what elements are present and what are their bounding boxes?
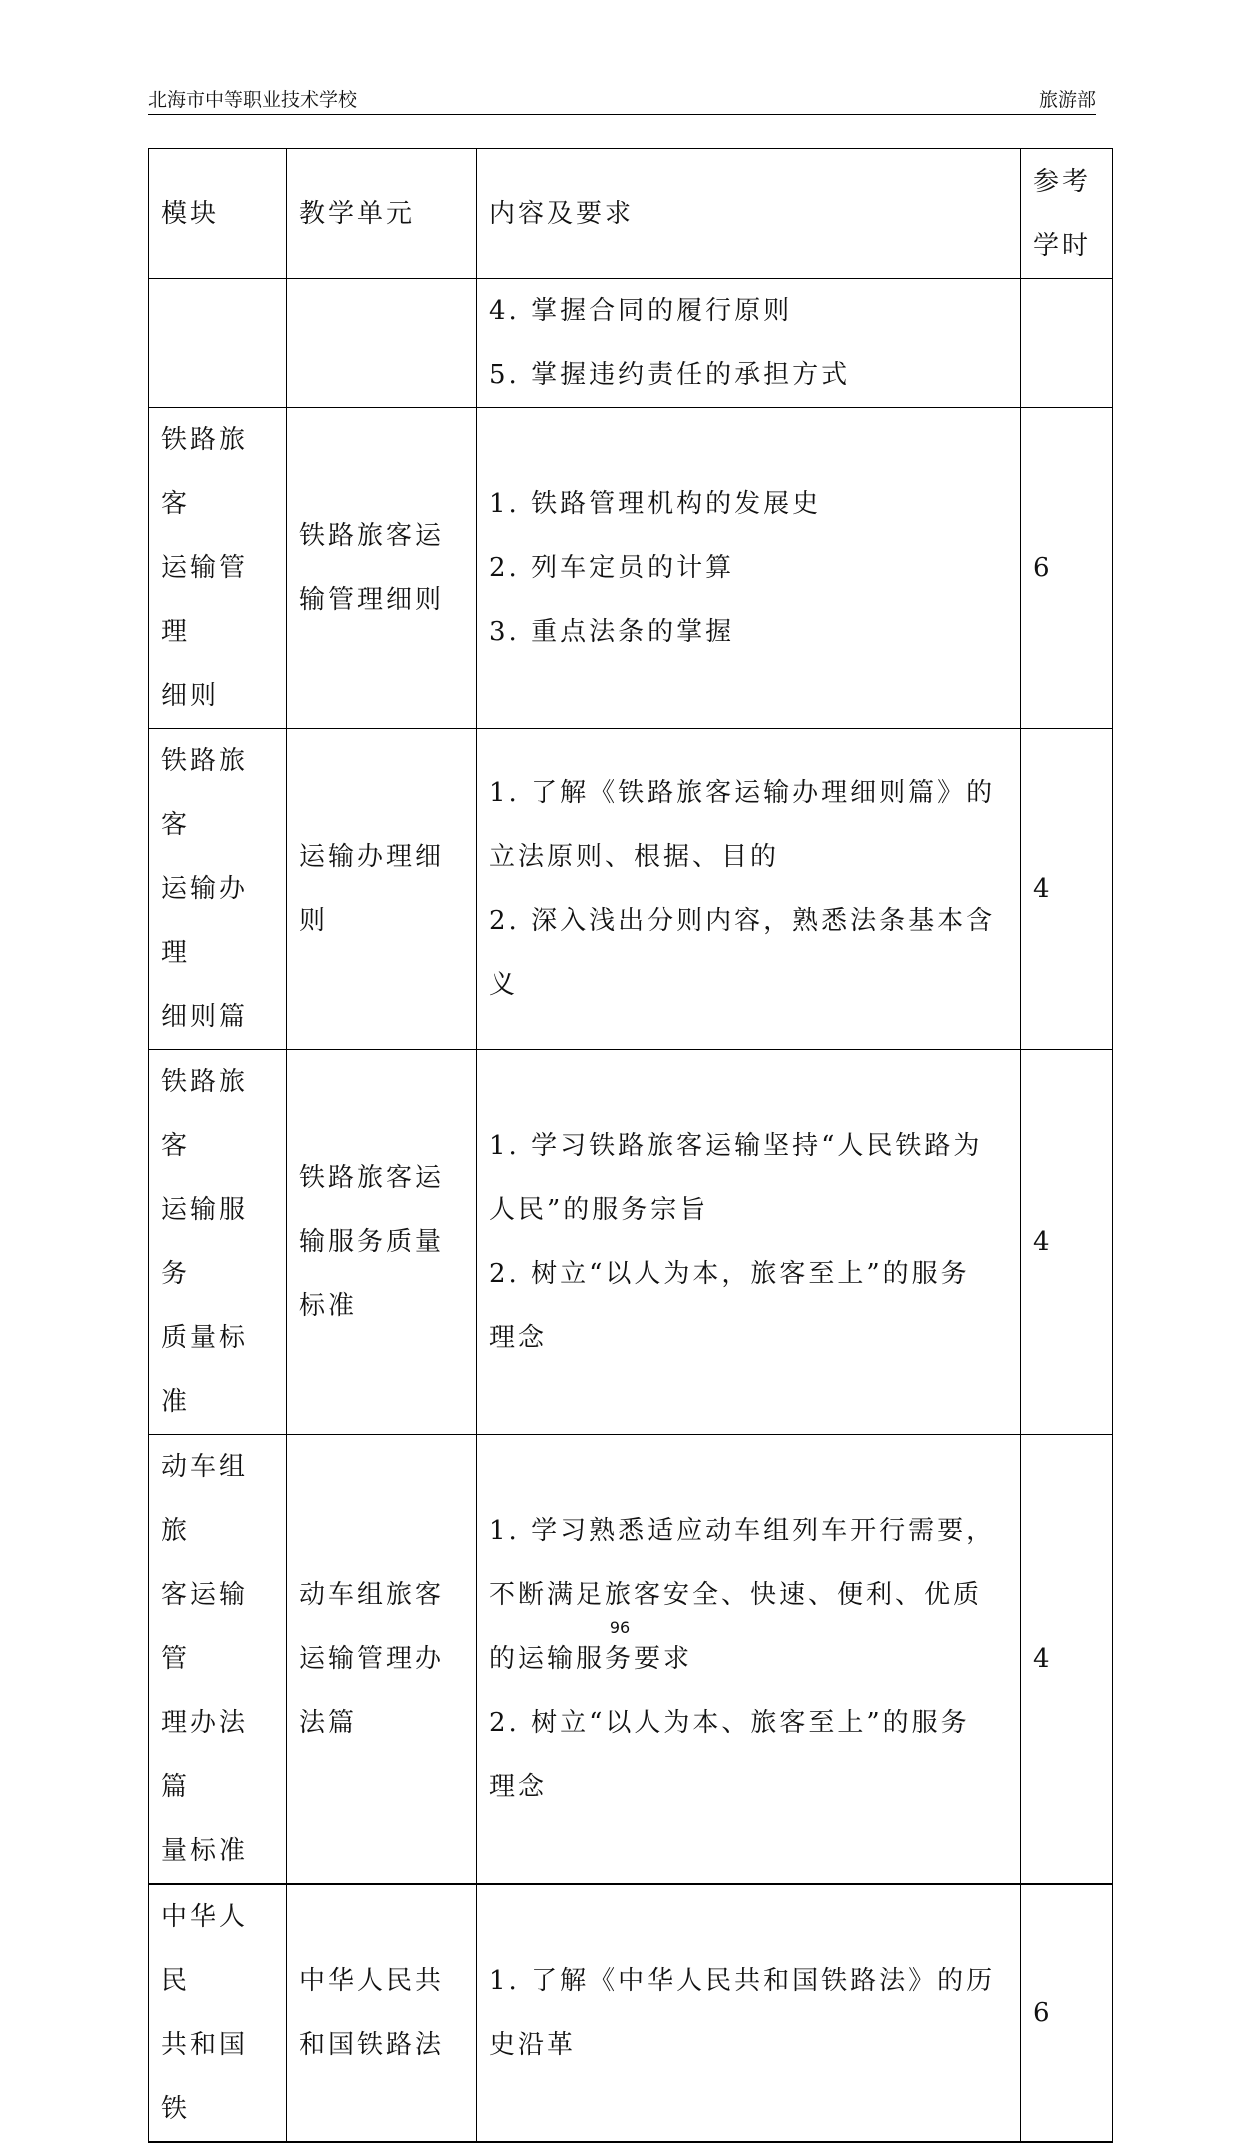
content-line: 4. 掌握合同的履行原则 [489, 296, 793, 326]
content-line: 5. 掌握违约责任的承担方式 [489, 360, 851, 390]
table-row [149, 279, 1113, 408]
unit-line: 则 [299, 906, 329, 936]
module-line: 铁路旅客 [161, 1067, 249, 1161]
content-line: 2. 列车定员的计算 [489, 553, 735, 583]
unit-line: 铁路旅客运 [299, 1163, 445, 1193]
module-cell [149, 1884, 287, 2142]
unit-cell [287, 408, 477, 729]
hours-cell: 6 [1021, 408, 1113, 729]
table-row [149, 729, 1113, 1050]
module-cell [149, 729, 287, 1050]
content-line: 1. 了解《中华人民共和国铁路法》的历 [489, 1966, 996, 1996]
unit-line: 中华人民共 [299, 1966, 445, 1996]
module-line: 理办法篇 [161, 1708, 249, 1802]
module-line: 量标准 [161, 1836, 249, 1866]
content-line: 理念 [489, 1323, 548, 1353]
content-line: 1. 了解《铁路旅客运输办理细则篇》的 [489, 778, 996, 808]
module-cell [149, 279, 287, 408]
content-cell [477, 408, 1021, 729]
module-line: 运输服务 [161, 1195, 249, 1289]
hours-cell [1021, 279, 1113, 408]
module-line: 客运输管 [161, 1580, 249, 1674]
module-line: 中华人民 [161, 1902, 249, 1996]
header-unit: 教学单元 [287, 149, 477, 279]
unit-cell [287, 729, 477, 1050]
content-line: 人民”的服务宗旨 [489, 1195, 709, 1225]
content-line: 1. 铁路管理机构的发展史 [489, 489, 822, 519]
header-hours-line1: 参考 [1033, 166, 1092, 197]
unit-cell [287, 1435, 477, 1885]
module-line: 铁路旅客 [161, 746, 249, 840]
page-header [148, 86, 1096, 115]
header-hours-line2: 学时 [1033, 230, 1092, 261]
content-line: 史沿革 [489, 2030, 577, 2060]
unit-cell [287, 279, 477, 408]
content-line: 1. 学习熟悉适应动车组列车开行需要， [489, 1516, 996, 1546]
unit-line: 标准 [299, 1291, 358, 1321]
header-content: 内容及要求 [477, 149, 1021, 279]
module-line: 动车组旅 [161, 1452, 249, 1546]
content-line: 1. 学习铁路旅客运输坚持“人民铁路为 [489, 1131, 983, 1161]
table-row [149, 1435, 1113, 1885]
content-line: 不断满足旅客安全、快速、便利、优质 [489, 1580, 983, 1610]
school-name: 北海市中等职业技术学校 [148, 89, 358, 111]
header-hours [1021, 149, 1113, 279]
content-cell [477, 1050, 1021, 1435]
module-cell [149, 1050, 287, 1435]
content-line: 的运输服务要求 [489, 1644, 693, 1674]
unit-line: 输服务质量 [299, 1227, 445, 1257]
unit-line: 运输管理办 [299, 1644, 445, 1674]
hours-cell: 6 [1021, 1884, 1113, 2142]
module-line: 共和国铁 [161, 2030, 249, 2124]
hours-cell: 4 [1021, 729, 1113, 1050]
table-row [149, 1050, 1113, 1435]
curriculum-table [148, 148, 1113, 2143]
header-module: 模块 [149, 149, 287, 279]
module-line: 运输管理 [161, 553, 249, 647]
module-cell [149, 408, 287, 729]
unit-cell [287, 1884, 477, 2142]
hours-cell: 4 [1021, 1435, 1113, 1885]
content-cell [477, 279, 1021, 408]
content-line: 义 [489, 970, 519, 1000]
module-line: 细则 [161, 681, 220, 711]
content-line: 2. 深入浅出分则内容，熟悉法条基本含 [489, 906, 996, 936]
content-cell [477, 1435, 1021, 1885]
unit-line: 铁路旅客运 [299, 521, 445, 551]
unit-line: 和国铁路法 [299, 2030, 445, 2060]
content-line: 3. 重点法条的掌握 [489, 617, 735, 647]
hours-cell: 4 [1021, 1050, 1113, 1435]
content-line: 2. 树立“以人为本、旅客至上”的服务 [489, 1708, 970, 1738]
unit-line: 动车组旅客 [299, 1580, 445, 1610]
content-cell [477, 1884, 1021, 2142]
module-line: 运输办理 [161, 874, 249, 968]
unit-line: 运输办理细 [299, 842, 445, 872]
table-header-row [149, 149, 1113, 279]
unit-cell [287, 1050, 477, 1435]
content-cell [477, 729, 1021, 1050]
department-name: 旅游部 [1038, 89, 1096, 111]
page-number: 96 [609, 1618, 631, 1637]
module-line: 铁路旅客 [161, 425, 249, 519]
module-line: 细则篇 [161, 1002, 249, 1032]
content-line: 2. 树立“以人为本，旅客至上”的服务 [489, 1259, 970, 1289]
module-line: 质量标准 [161, 1323, 249, 1417]
unit-line: 法篇 [299, 1708, 358, 1738]
table-row [149, 1884, 1113, 2142]
unit-line: 输管理细则 [299, 585, 445, 615]
table-row [149, 408, 1113, 729]
module-cell [149, 1435, 287, 1885]
content-line: 立法原则、根据、目的 [489, 842, 780, 872]
content-line: 理念 [489, 1772, 548, 1802]
